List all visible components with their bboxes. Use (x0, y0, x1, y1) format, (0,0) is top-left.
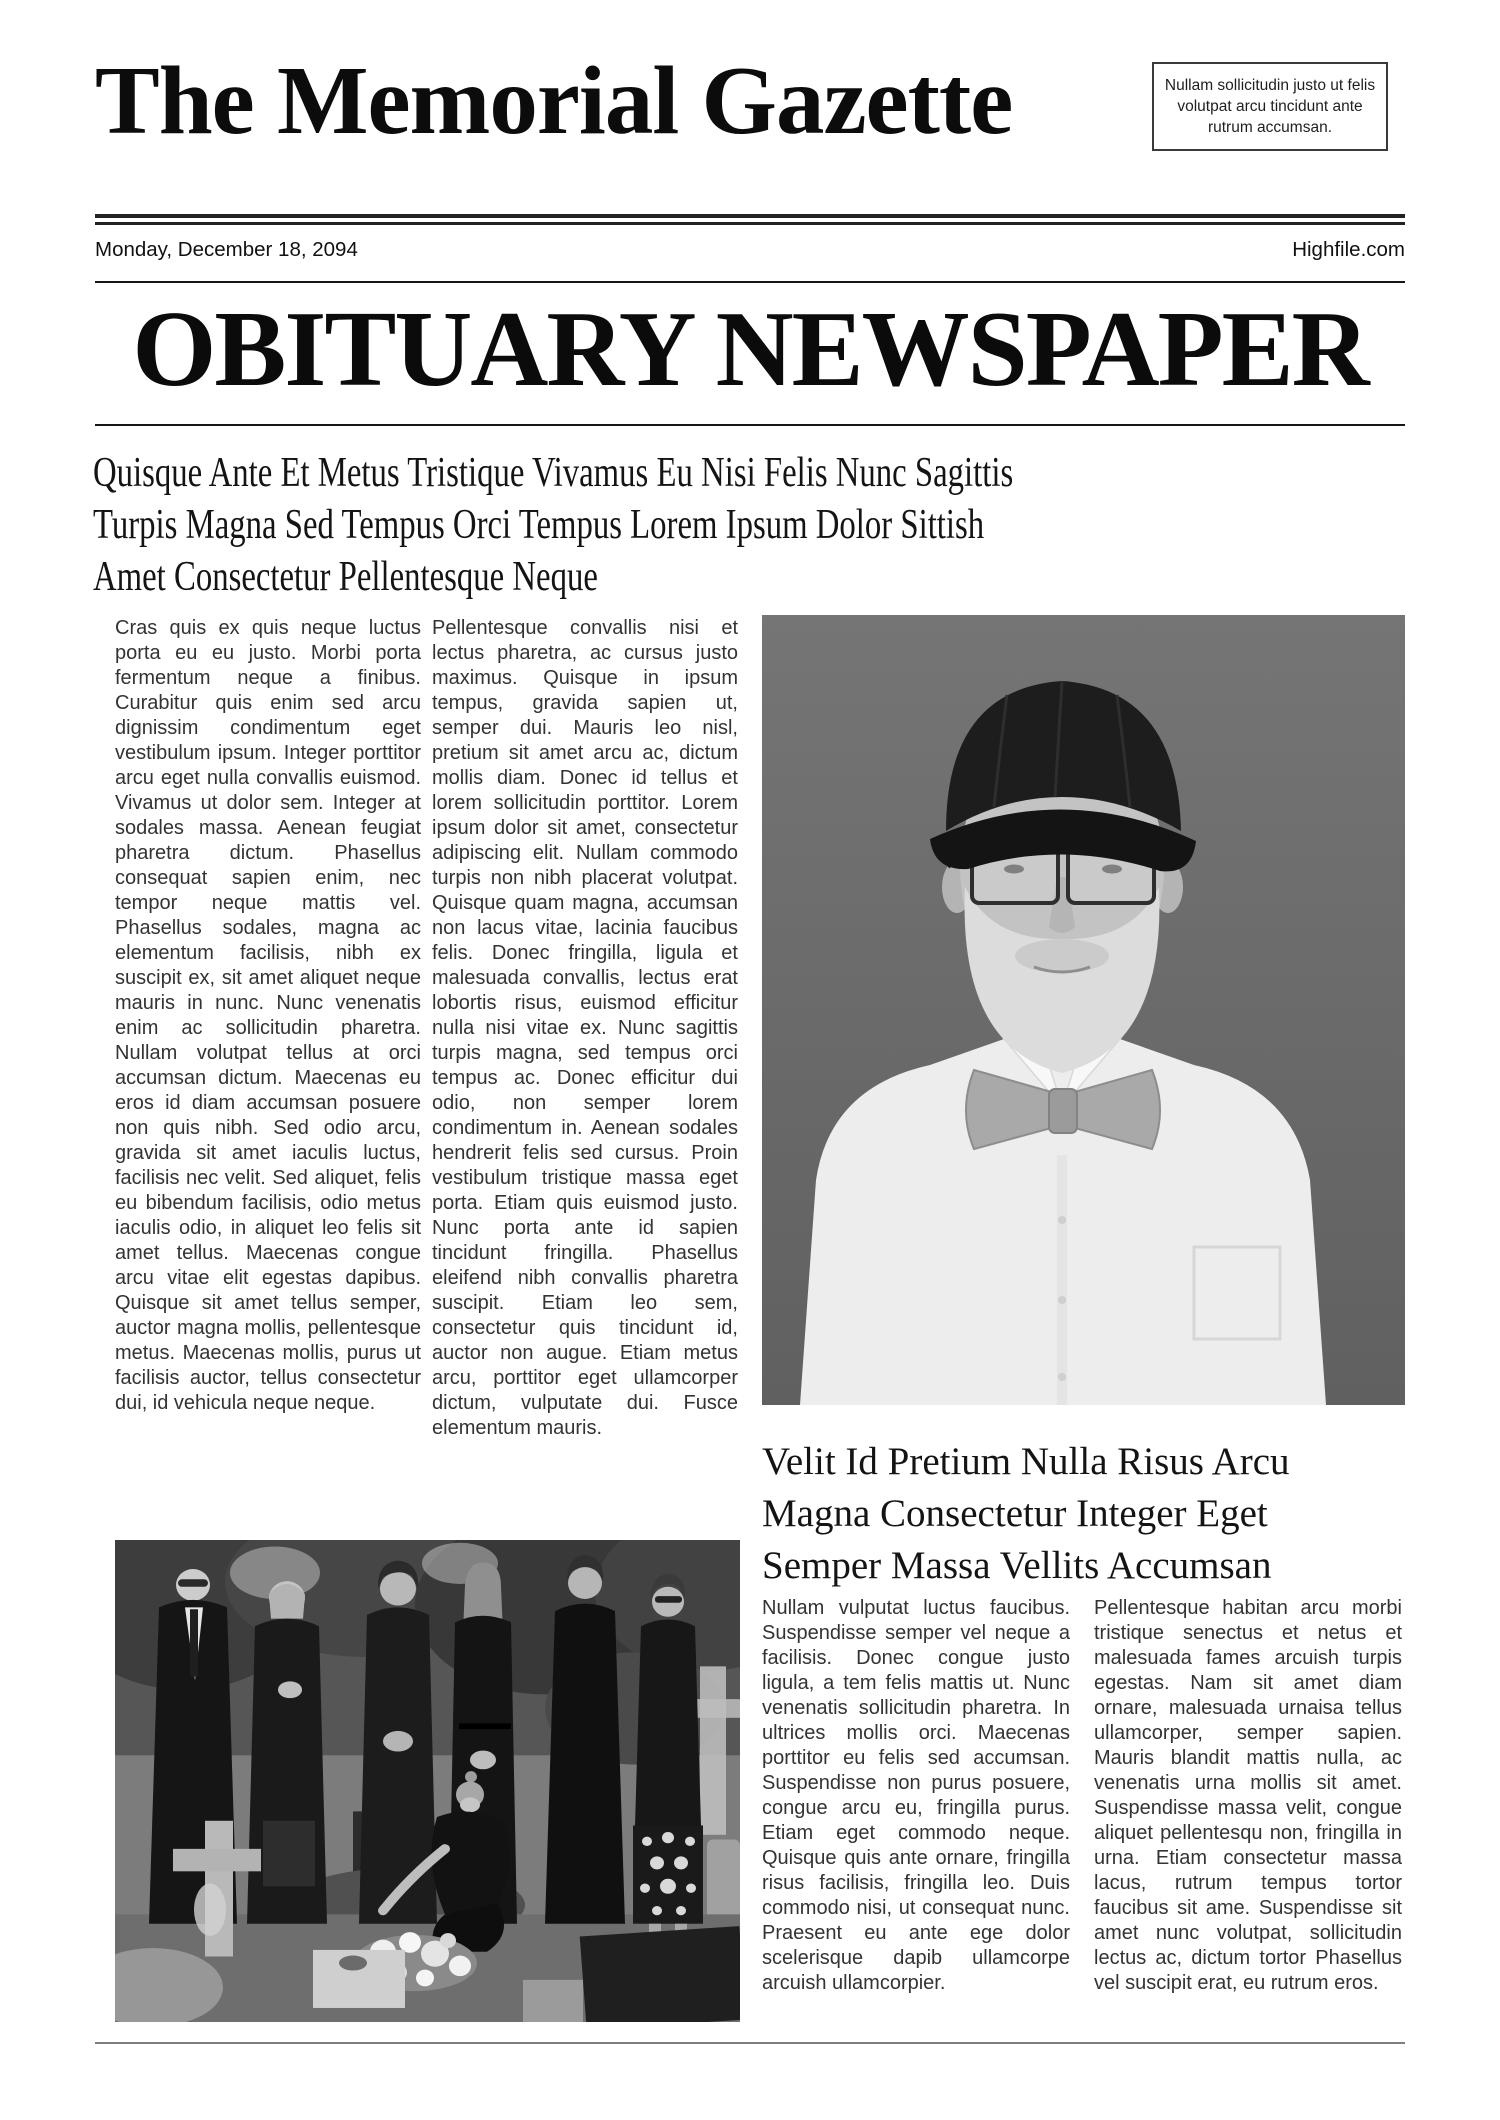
masthead-info-box (1152, 62, 1388, 151)
masthead-title: The Memorial Gazette (95, 47, 1013, 154)
lead-headline-line-2: Turpis Magna Sed Tempus Orci Tempus Lorem Ipsum Dolor Sittish (93, 502, 985, 548)
funeral-photo (115, 1540, 740, 2022)
mourner-blonde-woman (247, 1581, 327, 1924)
second-headline-line-3: Semper Massa Vellits Accumsan (762, 1544, 1272, 1587)
second-headline-line-2: Magna Consectetur Integer Eget (762, 1492, 1268, 1535)
lead-story-column-1: Cras quis ex quis neque luctus porta eu eu justo. Morbi porta fermentum neque a finibus. Curabitur quis enim sed arcu dignissim condimentum eget vestibulum ipsum. Integer porttitor arcu eget nulla convallis euismod. Vivamus ut dolor sem. Integer at sodales massa. Aenean feugiat pharetra dictum. Phasellus consequat sapien enim, nec tempor neque mattis vel. Phasellus sodales, magna ac elementum facilisis, nibh ex suscipit ex, sit amet aliquet neque mauris in nunc. Nunc venenatis enim ac sollicitudin pharetra. Nullam volutpat tellus at orci accumsan dictum. Maecenas eu eros id diam accumsan posuere non quis nibh. Sed odio arcu, gravida sit amet iaculis luctus, facilisis nec velit. Sed aliquet, felis eu bibendum facilisis, odio metus iaculis odio, in aliquet leo felis sit amet tellus. Maecenas congue arcu vitae elit egestas dapibus. Quisque sit amet tellus semper, auctor magna mollis, pellentesque metus. Maecenas mollis, purus ut facilisis auctor, tellus consectetur dui, id vehicula neque neque. (115, 617, 421, 1414)
lead-headline-line-1: Quisque Ante Et Metus Tristique Vivamus Eu Nisi Felis Nunc Sagittis (93, 450, 1014, 496)
second-story-headline (762, 1436, 1290, 1592)
second-story-column-1: Nullam vulputat luctus faucibus. Suspendisse semper vel neque a facilisis. Donec congue justo ligula, a tem felis mattis ut. Nunc venenatis sollicitudin pharetra. In ultrices mollis orci. Maecenas porttitor eu felis sed accumsan. Suspendisse non purus posuere, congue arcu eu, fringilla purus. Etiam eget commodo neque. Quisque quis ante ornare, fringilla risus facilisis, fringilla leo. Duis commodo nisi, ut consequat nunc. Praesent eu ante ege dolor scelerisque dapib ullamcorpe arcuish ullamcorpier. (762, 1597, 1070, 1994)
lead-story-headline (93, 447, 1013, 603)
banner-headline: OBITUARY NEWSPAPER (132, 290, 1368, 409)
bottom-rule (95, 2042, 1405, 2044)
banner-rule (95, 424, 1405, 426)
mourner-suited-man (545, 1555, 625, 1924)
mourner-woman-patterned-skirt (633, 1574, 703, 1971)
info-box-text: Nullam sollicitudin justo ut felis volutpat arcu tincidunt ante rutrum accumsan. (1164, 77, 1376, 137)
masthead-double-rule (95, 214, 1405, 225)
second-story-column-2: Pellentesque habitan arcu morbi tristique senectus et netus et malesuada fames arcuish turpis egestas. Nam sit amet diam ornare, malesuada urnaisa tellus ullamcorper, semper sapien. Mauris blandit mattis nulla, ac venenatis urna mollis sit amet. Suspendisse massa velit, congue aliquet pellentesqu non, fringilla in urna. Etiam consectetur massa lacus, rutrum tempus tortor faucibus sit ame. Suspendisse sit amet nunc volutpat, sollicitudin lectus ac, dictum tortor Phasellus vel suscipit erat, eu rutrum eros. (1094, 1597, 1402, 1994)
dateline-rule (95, 281, 1405, 283)
portrait-illustration (762, 615, 1405, 1405)
dateline (95, 238, 1405, 262)
issue-date: Monday, December 18, 2094 (95, 238, 358, 261)
portrait-photo (762, 615, 1405, 1405)
lead-story-column-2: Pellentesque convallis nisi et lectus pharetra, ac cursus justo maximus. Quisque in ipsum tempus, gravida sapien ut, semper dui. Mauris leo nisl, pretium sit amet arcu ac, dictum mollis diam. Donec id tellus et lorem sollicitudin porttitor. Lorem ipsum dolor sit amet, consectetur adipiscing elit. Nullam commodo turpis non nibh placerat volutpat. Quisque quam magna, accumsan non lacus vitae, lacinia faucibus felis. Donec fringilla, ligula et malesuada convallis, lectus erat lobortis risus, euismod efficitur nulla nisi vitae ex. Nunc sagittis turpis magna, sed tempus orci tempus ac. Donec efficitur dui odio, non semper lorem condimentum in. Aenean sodales hendrerit felis sed cursus. Proin vestibulum tristique massa eget porta. Etiam quis euismod justo. Nunc porta ante id sapien tincidunt fringilla. Phasellus eleifend nibh convallis pharetra suscipit. Etiam leo sem, consectetur quis tincidunt id, auctor non augue. Etiam metus arcu, porttitor eget ullamcorper dictum, vulputate dui. Fusce elementum mauris. (432, 617, 738, 1439)
second-headline-line-1: Velit Id Pretium Nulla Risus Arcu (762, 1440, 1290, 1483)
website-link[interactable]: Highfile.com (1292, 238, 1405, 261)
funeral-illustration (115, 1540, 740, 2022)
lead-headline-line-3: Amet Consectetur Pellentesque Neque (93, 554, 598, 600)
